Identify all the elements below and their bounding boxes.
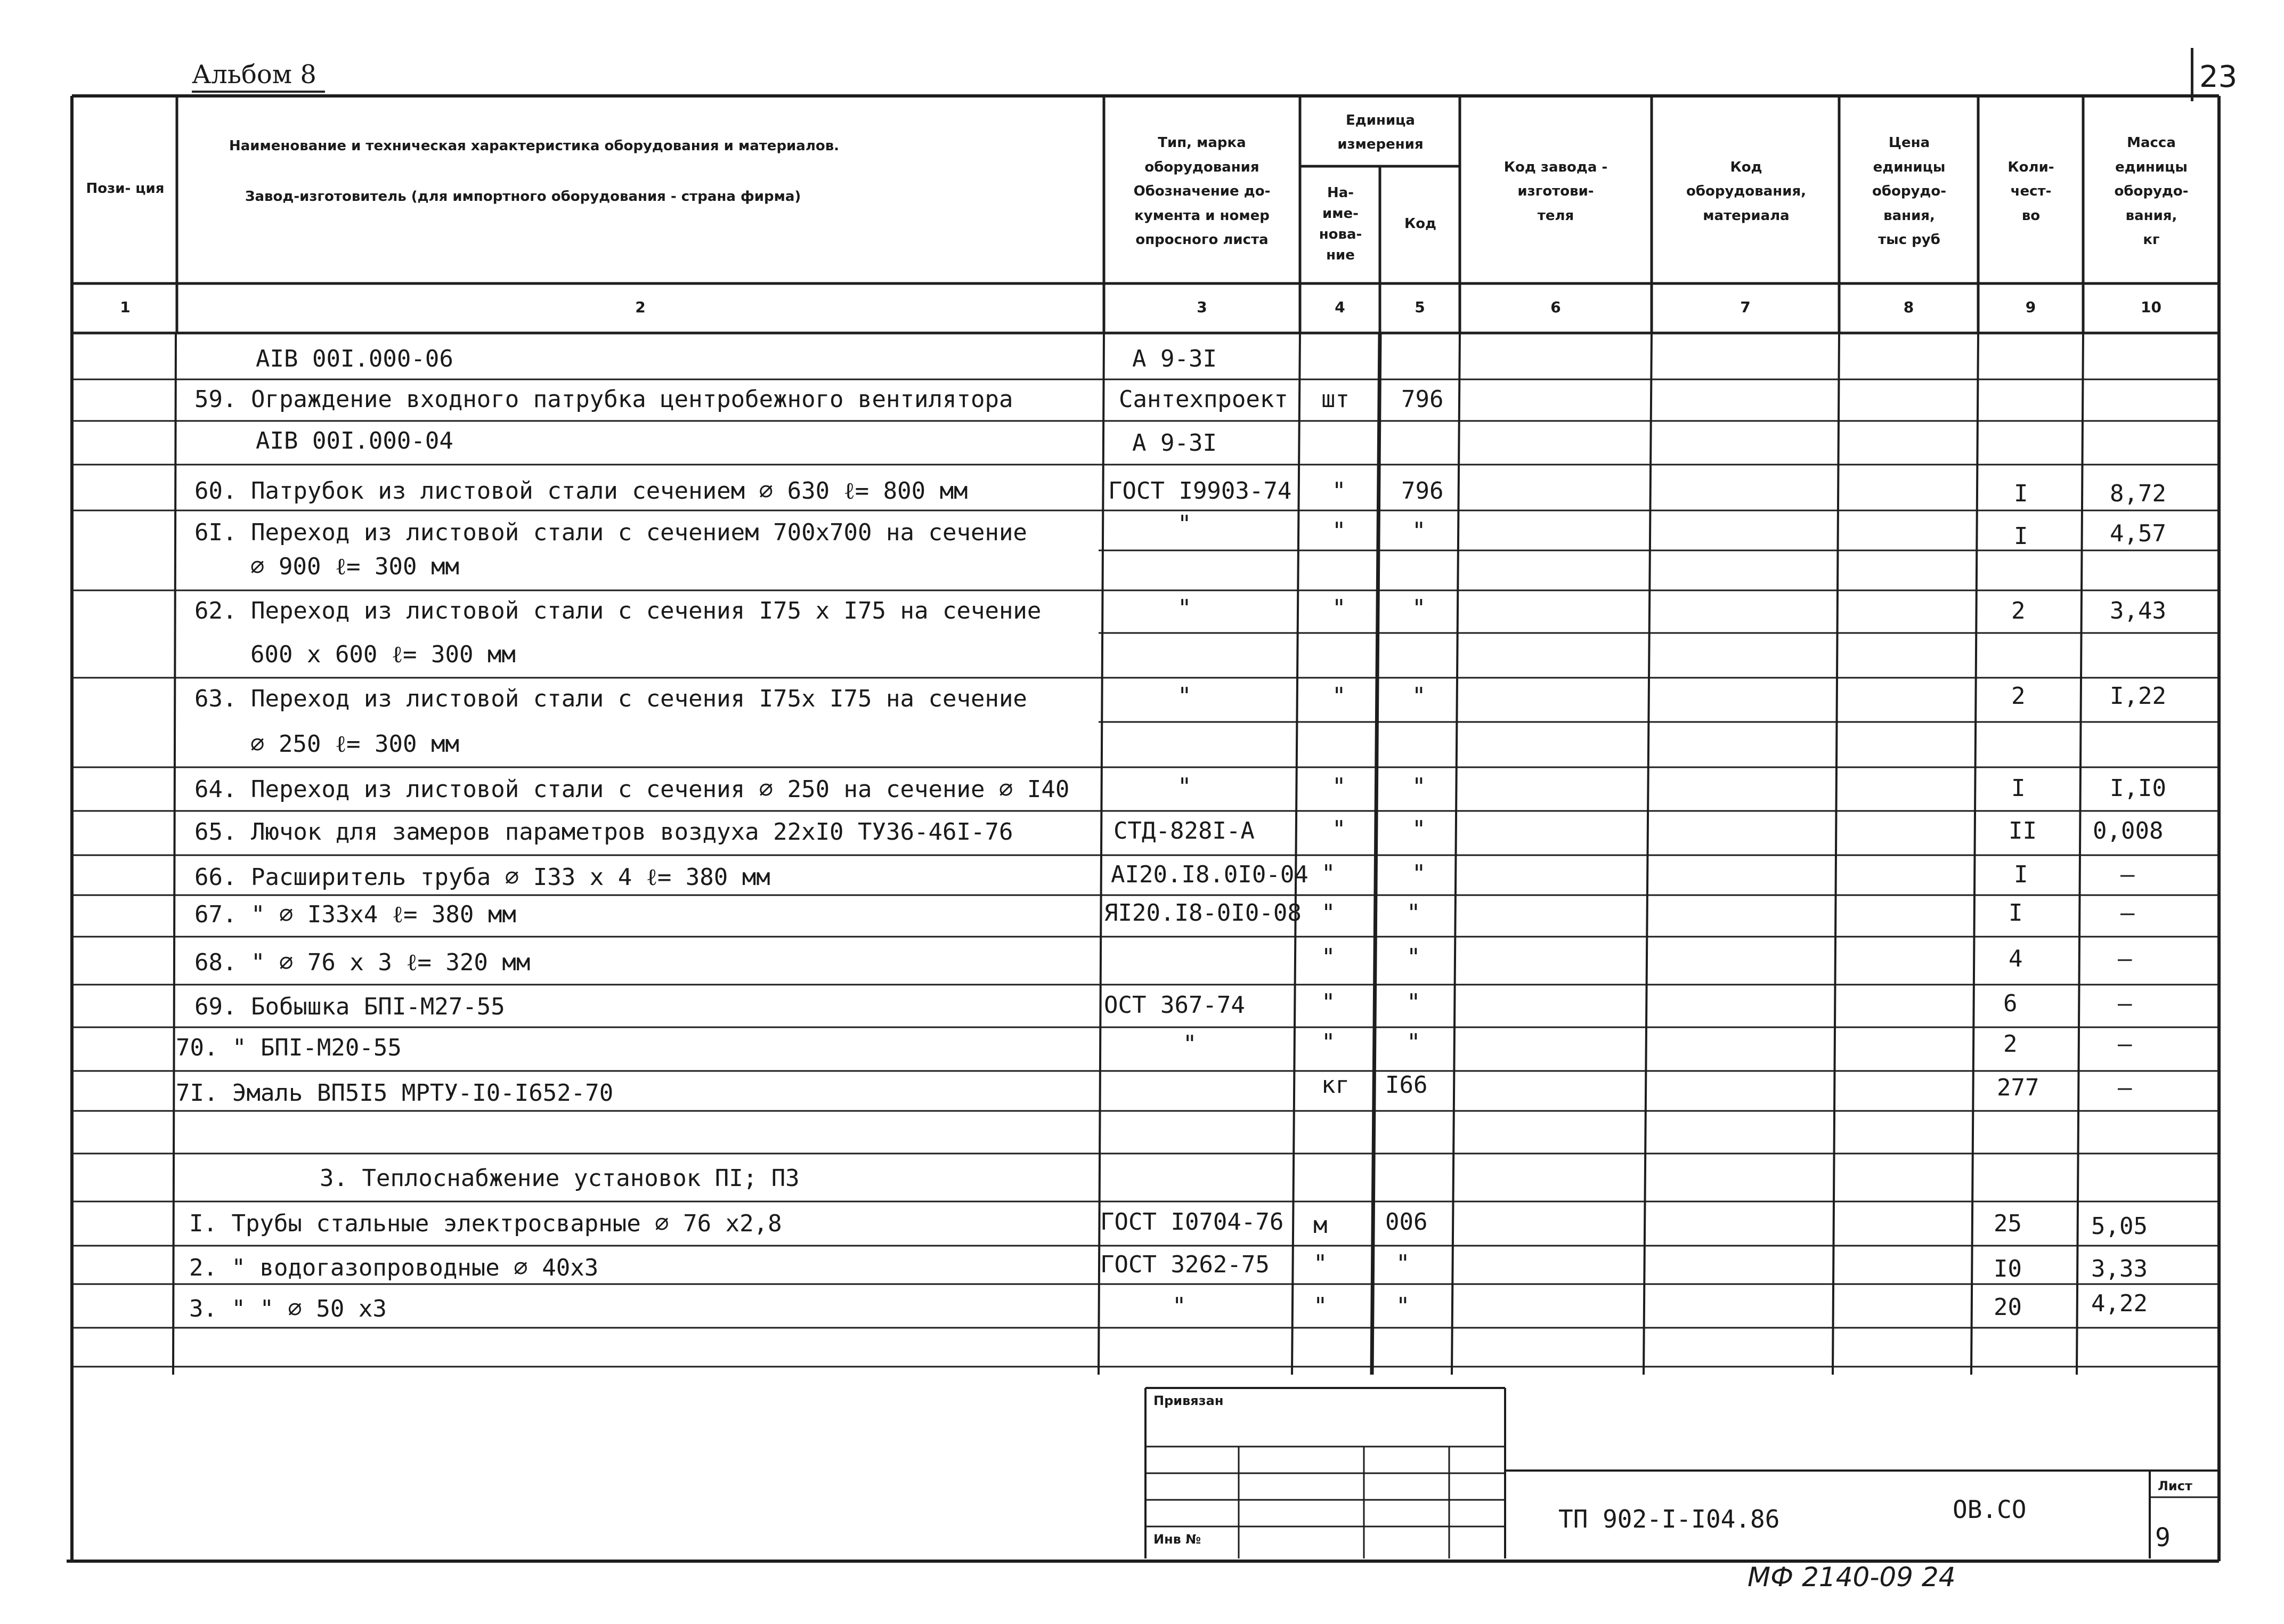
row-code: " <box>1412 773 1426 800</box>
row-mass: – <box>2120 899 2135 927</box>
header-quantity: Коли- чест- во <box>2007 159 2054 224</box>
row-name: 6I. Переход из листовой стали с сечением 700x700 на сечение <box>194 519 1027 546</box>
row-qty: I <box>2014 523 2028 550</box>
row-mass: 5,05 <box>2091 1213 2148 1240</box>
row-unit: м <box>1313 1212 1328 1239</box>
album-label: Альбом 8 <box>192 60 316 90</box>
row-qty: 2 <box>2011 597 2026 624</box>
row-mass: – <box>2120 861 2135 888</box>
header-name-line1: Наименование и техническая характеристика оборудования и материалов. <box>229 138 840 155</box>
row-type: " <box>1177 510 1192 538</box>
header-price: Цена единицы оборудо- вания, тыс руб <box>1872 135 1947 248</box>
column-number: 1 <box>120 298 131 316</box>
row-qty: 25 <box>1994 1210 2022 1237</box>
row-unit: " <box>1313 1293 1328 1320</box>
header-unit-name: На- име- нова- ние <box>1319 185 1362 263</box>
header-equipment-code: Код оборудования, материала <box>1686 159 1807 224</box>
row-type: ОСТ 367-74 <box>1104 992 1245 1019</box>
row-type: " <box>1172 1293 1186 1320</box>
row-mass: 0,008 <box>2093 817 2164 845</box>
row-type: ГОСТ 3262-75 <box>1100 1251 1270 1278</box>
row-code: " <box>1412 860 1426 887</box>
row-name: 69. Бобышка БПI-М27-55 <box>194 993 505 1020</box>
row-qty: I <box>2014 861 2028 888</box>
column-number: 3 <box>1197 298 1207 316</box>
row-unit: " <box>1321 860 1336 887</box>
footer-stamp: МФ 2140-09 24 <box>1747 1562 1956 1593</box>
row-qty: 2 <box>2003 1030 2018 1058</box>
row-unit: шт <box>1321 386 1350 413</box>
row-code: " <box>1412 517 1426 545</box>
row-name: 65. Лючок для замеров параметров воздуха 22xI0 ТУ36-46I-76 <box>194 818 1013 846</box>
row-unit: " <box>1332 816 1346 843</box>
row-code: 796 <box>1401 477 1444 505</box>
row-qty: 277 <box>1997 1074 2039 1101</box>
row-code: I66 <box>1385 1071 1428 1099</box>
row-name: 63. Переход из листовой стали с сечения I75x I75 на сечение <box>194 685 1027 712</box>
row-code: 006 <box>1385 1208 1428 1236</box>
row-mass: – <box>2118 990 2132 1017</box>
row-type: Сантехпроект <box>1119 386 1288 413</box>
row-name: 600 x 600 ℓ= 300 мм <box>250 641 516 668</box>
row-type: ЯI20.I8-0I0-08 <box>1104 899 1302 927</box>
section-heading: 3. Теплоснабжение установок ПI; П3 <box>320 1165 800 1192</box>
header-mass: Масса единицы оборудо- вания, кг <box>2114 135 2189 248</box>
row-qty: I <box>2011 775 2026 802</box>
row-mass: 3,43 <box>2110 597 2166 624</box>
row-name: AIB 00I.000-06 <box>256 345 453 372</box>
row-qty: I <box>2009 899 2023 927</box>
row-type: " <box>1177 595 1192 622</box>
document-code: ТП 902-I-I04.86 <box>1558 1505 1780 1533</box>
row-name: 68. " ∅ 76 x 3 ℓ= 320 мм <box>194 949 531 976</box>
header-type: Тип, марка оборудования Обозначение до- кумента и номер опросного листа <box>1133 135 1271 248</box>
row-qty: 20 <box>1994 1294 2022 1321</box>
sheet-label: Лист <box>2158 1479 2192 1493</box>
row-unit: " <box>1321 1029 1336 1056</box>
header-unit-group: Единица измерения <box>1337 112 1424 152</box>
row-mass: – <box>2118 1074 2132 1101</box>
title-privyazan: Привязан <box>1153 1393 1224 1408</box>
row-unit: " <box>1332 773 1346 800</box>
row-type: " <box>1183 1030 1197 1058</box>
row-type: " <box>1177 773 1192 800</box>
row-name: AIB 00I.000-04 <box>256 427 453 454</box>
row-type: А 9-3I <box>1132 429 1217 457</box>
row-unit: " <box>1313 1250 1328 1277</box>
row-unit: " <box>1321 944 1336 971</box>
row-code: " <box>1407 944 1421 971</box>
row-unit: " <box>1332 683 1346 710</box>
row-type: AI20.I8.0I0-04 <box>1111 861 1308 888</box>
row-type: ГОСТ I0704-76 <box>1100 1208 1284 1236</box>
header-plant-code: Код завода - изготови- теля <box>1503 159 1608 224</box>
row-name: 70. " БПI-М20-55 <box>176 1034 402 1061</box>
row-name: 2. " водогазопроводные ∅ 40x3 <box>189 1254 599 1281</box>
row-type: А 9-3I <box>1132 345 1217 372</box>
row-unit: " <box>1332 595 1346 622</box>
row-unit: " <box>1332 517 1346 545</box>
row-code: " <box>1407 1029 1421 1056</box>
row-unit: " <box>1332 477 1346 505</box>
row-mass: 8,72 <box>2110 480 2166 507</box>
row-mass: – <box>2118 945 2132 972</box>
row-code: " <box>1412 683 1426 710</box>
row-code: " <box>1412 816 1426 843</box>
row-unit: кг <box>1321 1071 1350 1099</box>
row-name: 59. Ограждение входного патрубка центробежного вентилятора <box>194 386 1013 413</box>
row-mass: – <box>2118 1030 2132 1058</box>
header-unit-code: Код <box>1404 216 1437 232</box>
row-mass: I,I0 <box>2110 775 2166 802</box>
row-mass: I,22 <box>2110 683 2166 710</box>
row-name: 60. Патрубок из листовой стали сечением ∅ 630 ℓ= 800 мм <box>194 477 968 505</box>
row-name: 7I. Эмаль ВП5I5 МРТУ-I0-I652-70 <box>176 1079 614 1107</box>
row-qty: 6 <box>2003 990 2018 1017</box>
row-name: 64. Переход из листовой стали с сечения ∅ 250 на сечение ∅ I40 <box>194 776 1070 803</box>
sheet-number: 23 <box>2199 60 2238 94</box>
row-type: СТД-828I-А <box>1113 817 1255 845</box>
row-name: 3. " " ∅ 50 x3 <box>189 1295 387 1322</box>
row-code: " <box>1396 1250 1410 1277</box>
row-name: 66. Расширитель труба ∅ I33 x 4 ℓ= 380 мм <box>194 864 770 891</box>
document-section: ОВ.СО <box>1953 1495 2027 1524</box>
column-number: 4 <box>1335 298 1345 316</box>
row-unit: " <box>1321 989 1336 1016</box>
row-qty: 4 <box>2009 945 2023 972</box>
column-number: 2 <box>635 298 646 316</box>
row-mass: 3,33 <box>2091 1255 2148 1282</box>
row-code: 796 <box>1401 386 1444 413</box>
column-number: 8 <box>1903 298 1914 316</box>
row-type: ГОСТ I9903-74 <box>1108 477 1292 505</box>
row-name: ∅ 900 ℓ= 300 мм <box>250 553 459 580</box>
row-code: " <box>1407 989 1421 1016</box>
row-unit: " <box>1321 899 1336 927</box>
row-qty: I0 <box>1994 1255 2022 1282</box>
row-qty: 2 <box>2011 683 2026 710</box>
column-number: 10 <box>2141 298 2161 316</box>
row-type: " <box>1177 683 1192 710</box>
sheet-value: 9 <box>2155 1523 2171 1553</box>
column-number: 9 <box>2025 298 2036 316</box>
row-code: " <box>1407 899 1421 927</box>
column-number: 5 <box>1415 298 1425 316</box>
row-name: ∅ 250 ℓ= 300 мм <box>250 730 459 758</box>
row-name: 62. Переход из листовой стали с сечения I75 x I75 на сечение <box>194 597 1042 624</box>
row-code: " <box>1396 1293 1410 1320</box>
column-number: 6 <box>1550 298 1561 316</box>
row-mass: 4,57 <box>2110 520 2166 547</box>
row-code: " <box>1412 595 1426 622</box>
header-position: Пози- ция <box>86 181 165 197</box>
row-mass: 4,22 <box>2091 1290 2148 1317</box>
title-inv-no: Инв № <box>1153 1532 1201 1547</box>
column-number: 7 <box>1740 298 1751 316</box>
row-qty: I <box>2014 480 2028 507</box>
header-name-line2: Завод-изготовитель (для импортного оборудования - страна фирма) <box>245 189 801 205</box>
row-qty: II <box>2009 817 2037 845</box>
row-name: I. Трубы стальные электросварные ∅ 76 x2,8 <box>189 1210 782 1237</box>
row-name: 67. " ∅ I33x4 ℓ= 380 мм <box>194 901 516 928</box>
